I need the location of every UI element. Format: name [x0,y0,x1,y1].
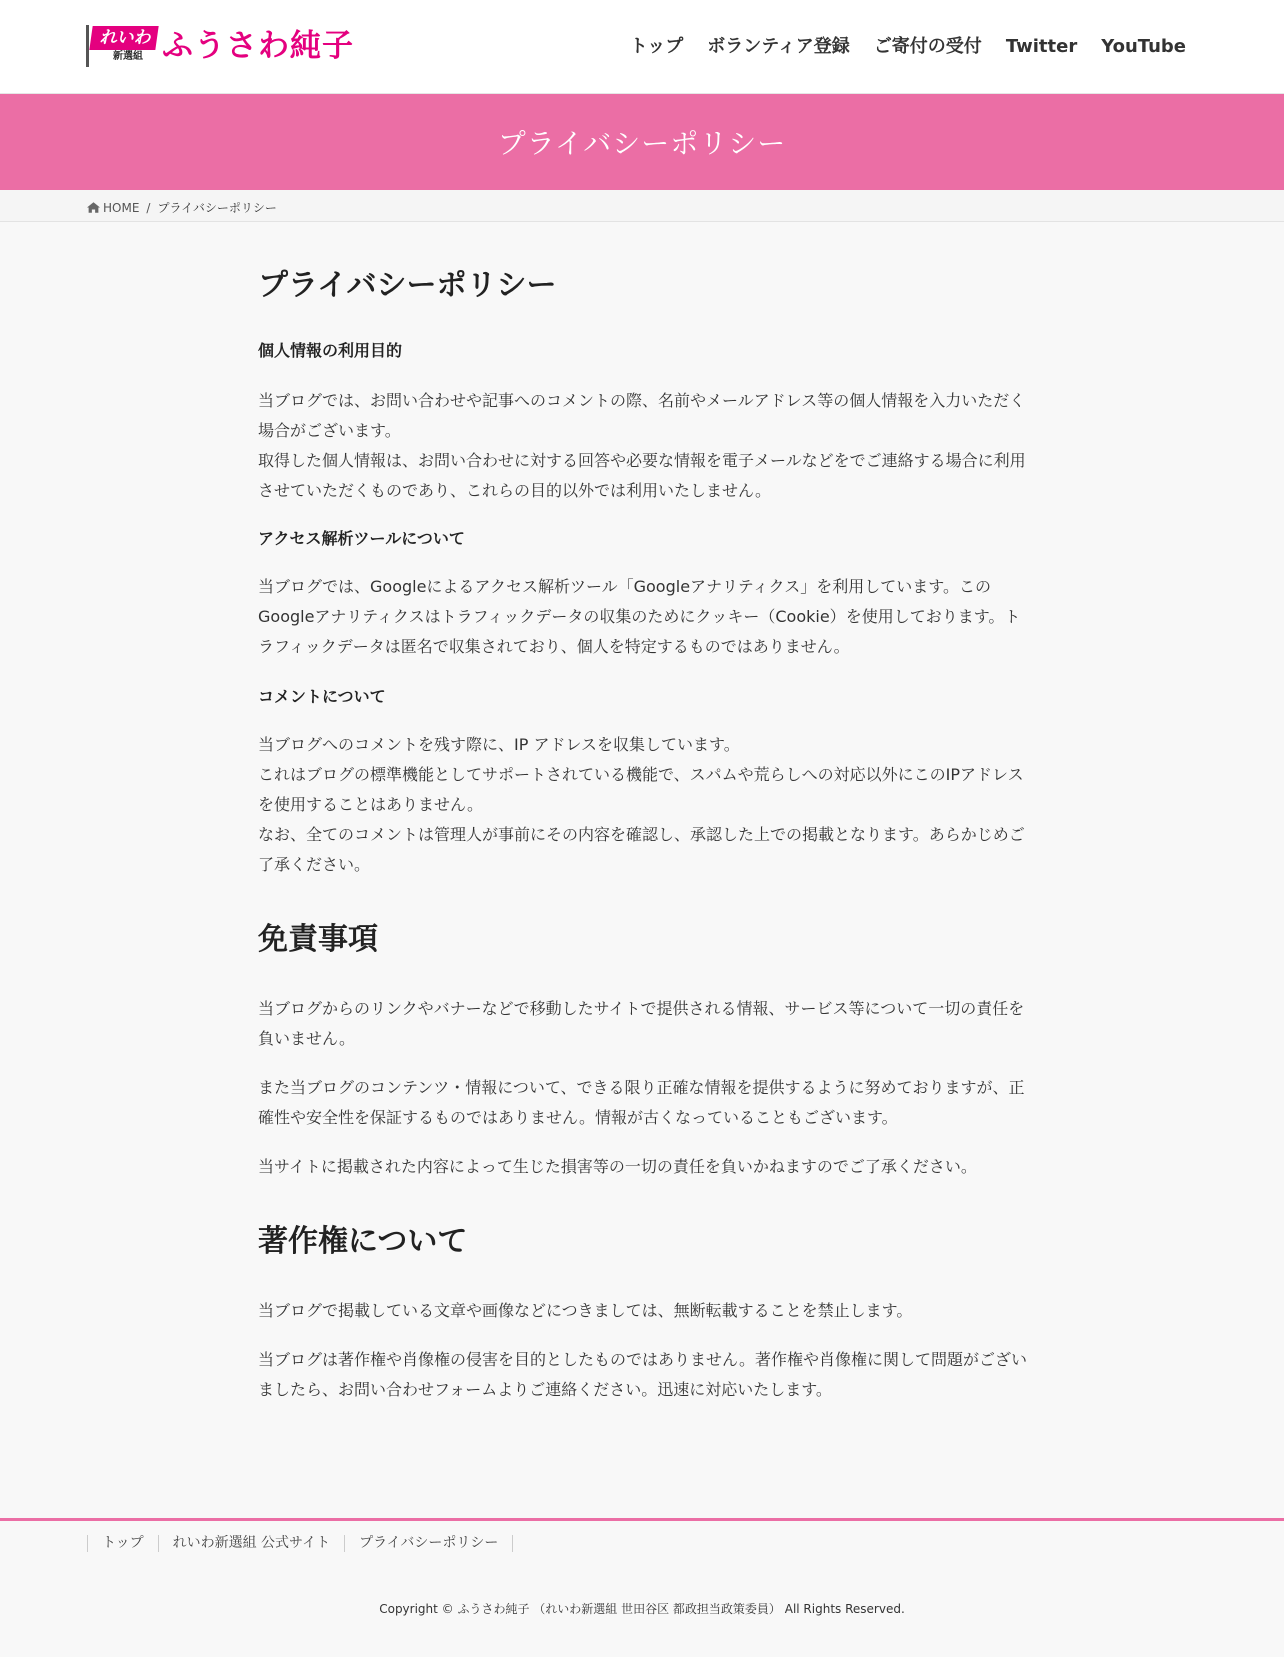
global-nav [630,30,1186,64]
paragraph: 当ブログへのコメントを残す際に、IP アドレスを収集しています。 [258,735,740,754]
page-header-title: プライバシーポリシー [497,127,787,160]
paragraph: 当ブログでは、お問い合わせや記事へのコメントの際、名前やメールアドレス等の個人情報を入力いただく場合がございます。 [258,391,1026,440]
logo-flag-text: れいわ [99,28,151,48]
copyright-text: Copyright © ふうさわ純子 （れいわ新選組 世田谷区 都政担当政策委員） All Rights Reserved. [379,1602,905,1616]
breadcrumb-separator: / [146,200,151,215]
paragraph: 当サイトに掲載された内容によって生じた損害等の一切の責任を負いかねますのでご了承ください。 [258,1157,977,1176]
footer-nav [87,1535,513,1552]
page-header-banner [0,94,1284,190]
breadcrumb-home[interactable]: HOME [103,200,140,215]
nav-item-youtube[interactable]: YouTube [1101,36,1186,57]
breadcrumb [0,190,1284,222]
entry-title: プライバシーポリシー [258,268,557,303]
logo-flag-subtext: 新選組 [113,51,143,62]
paragraph: これはブログの標準機能としてサポートされている機能で、スパムや荒らしへの対応以外にこのIPアドレスを使用することはありません。 [258,765,1024,814]
paragraph: なお、全てのコメントは管理人が事前にその内容を確認し、承認した上での掲載となります。あらかじめご了承ください。 [258,825,1025,874]
site-logo[interactable] [86,24,354,68]
entry-content [258,266,1034,1405]
paragraph: 当ブログでは、Googleによるアクセス解析ツール「Googleアナリティクス」を利用しています。このGoogleアナリティクスはトラフィックデータの収集のためにクッキー（Cookie）を使用しております。トラフィックデータは匿名で収集されており、個人を特定するものではありません。 [258,577,1021,656]
nav-item-volunteer[interactable]: ボランティア登録 [707,36,850,57]
section-heading-comments: コメントについて [258,687,386,706]
paragraph: また当ブログのコンテンツ・情報について、できる限り正確な情報を提供するように努めておりますが、正確性や安全性を保証するものではありません。情報が古くなっていることもございます。 [258,1078,1025,1127]
nav-item-top[interactable]: トップ [629,36,684,57]
section-heading-analytics: アクセス解析ツールについて [258,529,465,548]
paragraph: 取得した個人情報は、お問い合わせに対する回答や必要な情報を電子メールなどをでご連絡する場合に利用させていただくものであり、これらの目的以外では利用いたしません。 [258,451,1026,500]
logo-name: ふうさわ純子 [162,28,354,64]
footer-nav-privacy[interactable]: プライバシーポリシー [345,1535,513,1552]
section-heading-purpose: 個人情報の利用目的 [258,341,403,360]
footer-divider [0,1518,1284,1521]
logo-flag [86,25,158,67]
nav-item-donation[interactable]: ご寄付の受付 [873,36,982,57]
paragraph: 当ブログからのリンクやバナーなどで移動したサイトで提供される情報、サービス等について一切の責任を負いません。 [258,999,1025,1048]
home-icon [87,202,100,213]
site-header [0,0,1284,94]
paragraph: 当ブログは著作権や肖像権の侵害を目的としたものではありません。著作権や肖像権に関して問題がございましたら、お問い合わせフォームよりご連絡ください。迅速に対応いたします。 [258,1350,1027,1399]
paragraph: 当ブログで掲載している文章や画像などにつきましては、無断転載することを禁止します。 [258,1301,913,1320]
breadcrumb-current: プライバシーポリシー [157,201,277,215]
nav-item-twitter[interactable]: Twitter [1005,36,1078,57]
footer-nav-official-site[interactable]: れいわ新選組 公式サイト [159,1535,345,1552]
section-title-copyright: 著作権について [258,1224,468,1259]
footer-nav-top[interactable]: トップ [88,1535,159,1552]
section-title-disclaimer: 免責事項 [258,922,378,957]
